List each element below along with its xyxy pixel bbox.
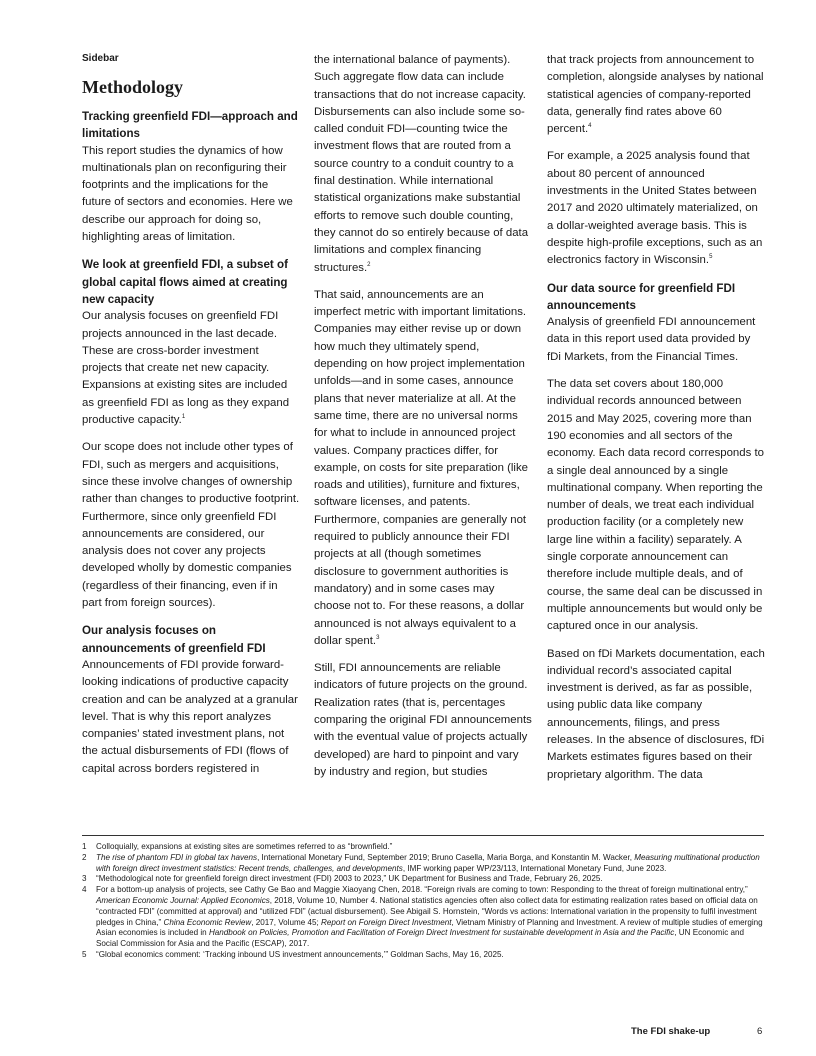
column-1 [82,52,300,778]
footnote [82,853,764,875]
footnote [82,842,764,853]
footnote-text: “Methodological note for greenfield foreign direct investment (FDI) 2003 to 2023,” UK Department for Business and Trade, February 26, 2025. [96,874,603,884]
paragraph: Analysis of greenfield FDI announcement data in this report used data provided by fDi Markets, from the Financial Times. [547,316,756,363]
footnote-number: 1 [82,842,87,851]
page-number: 6 [757,1026,763,1037]
column-3 [547,52,765,784]
paragraph: Announcements of FDI provide forward-looking indications of productive capacity creation and can be analyzed at a granular level. That is why this report analyzes companies’ stated investment plans, not the actual disbursements of FDI (flows of capital across borders registered in [82,658,298,775]
paragraph: the international balance of payments). Such aggregate flow data can include transactions that do not increase capacity. Disbursements can also include some so-called conduit FDI—counting twice the investment flows that are routed from a source country to a conduit country to a final destination. While international statistical organizations make substantial efforts to remove such double counting, they cannot do so entirely because of data limitations and complex financing structures.$^2$ [314,54,529,274]
footnote-text: The rise of phantom FDI in global tax havens, International Monetary Fund, September 2019; Bruno Casella, Maria Borga, and Konstantin M. Wacker, Measuring multinational production with foreign direct investment statistics: Recent trends, challenges, and developments, IMF working paper WP/23/113, International Monetary Fund, June 2023. [96,852,760,873]
footnote [82,950,764,961]
section-heading: Our data source for greenfield FDI announcements [547,281,736,312]
footnote [82,874,764,885]
footnotes [82,842,764,961]
paragraph: For example, a 2025 analysis found that about 80 percent of announced investments in the United States between 2017 and 2020 ultimately materialized, on a dollar-weighted average basis. This is despite high-profile exceptions, such as an electronics factory in Wisconsin.$^5$ [547,150,763,267]
section-heading: Tracking greenfield FDI—approach and limitations [82,110,298,141]
paragraph: This report studies the dynamics of how multinationals plan on reconfiguring their footprints and the implications for the future of sectors and economies. Here we describe our approach for doing so, highlighting areas of limitation. [82,144,293,244]
section-heading: We look at greenfield FDI, a subset of global capital flows aimed at creating new capacity [82,258,288,306]
paragraph: Based on fDi Markets documentation, each individual record’s associated capital investment is derived, as far as possible, using public data like company announcements, filings, and press releases. In the absence of disclosures, fDi Markets estimates figures based on their proprietary algorithm. The data [547,647,765,781]
paragraph: that track projects from announcement to completion, alongside analyses by national statistical agencies of company-reported data, generally find rates above 60 percent.$^4$ [547,54,764,136]
footer-report-title: The FDI shake-up [631,1026,711,1037]
footnote [82,885,764,950]
footnote-number: 3 [82,874,87,884]
footnote-divider [82,835,764,836]
footnote-text: “Global economics comment: ‘Tracking inbound US investment announcements,’” Goldman Sachs, May 16, 2025. [96,949,504,959]
footnote-number: 4 [82,885,87,895]
page-title: Methodology [82,77,183,97]
footnote-ref[interactable]: 2 [367,261,371,268]
footnote-text: For a bottom-up analysis of projects, see Cathy Ge Bao and Maggie Xiaoyang Chen, 2018. “Foreign rivals are coming to town: Responding to the threat of foreign multinational entry,” American Economic Journal: Applied Economics, 2018, Volume 10, Number 4. National statistics agencies often also collect data for estimating realization rates based on official data on “contracted FDI” (committed at approval) and “utilized FDI” (actual disbursement). See Abigail S. Hornstein, “Words vs actions: International variation in the propensity to fulfil investment pledges in China,” China Economic Review, 2017, Volume 45; Report on Foreign Direct Investment, Vietnam Ministry of Planning and Investment. A review of multiple studies of emerging Asian economies is included in Handbook on Policies, Promotion and Facilitation of Foreign Direct Investment for sustainable development in Asia and the Pacific, UN Economic and Social Commission for Asia and the Pacific (ESCAP), 2017. [96,885,763,949]
footnote-number: 2 [82,852,87,862]
paragraph: The data set covers about 180,000 individual records announced between 2015 and May 2025, covering more than 190 economies and all sectors of the economy. Each data record corresponds to a single deal announced by a single multinational company. When reporting the number of deals, we treat each individual production facility (or a completely new large line within a facility) separately. A single corporate announcement can therefore include multiple deals, and of course, the same deal can be discussed in multiple announcements but would only be captured once in our analysis. [547,378,764,633]
footnote-text: Colloquially, expansions at existing sites are sometimes referred to as “brownfield.” [96,842,393,851]
footnote-ref[interactable]: 5 [709,254,713,261]
sidebar-label: Sidebar [82,53,119,64]
section-heading: Our analysis focuses on announcements of greenfield FDI [82,624,266,655]
paragraph: Our scope does not include other types of FDI, such as mergers and acquisitions, since these involve changes of ownership rather than changes to productive footprint. Furthermore, since only greenfield FDI announcements are considered, our analysis does not cover any projects developed wholly by domestic companies (regardless of their financing, even if in part from foreign sources). [82,441,300,610]
footnote-ref[interactable]: 4 [588,123,592,130]
paragraph: Our analysis focuses on greenfield FDI projects announced in the last decade. These are cross-border investment projects that create net new capacity. Expansions at existing sites are included as greenfield FDI as long as they expand productive capacity.$^1$ [82,310,290,427]
paragraph: That said, announcements are an imperfect metric with important limitations. Companies may either revise up or down how much they ultimately spend, depending on how project implementation unfolds—and in some cases, announce plans that never materialize at all. At the same time, there are no universal norms for what to include in announced project values. Company practices differ, for example, on costs for site preparation (like roads and utilities), furniture and fixtures, software licenses, and patents. Furthermore, companies are generally not required to publicly announce their FDI projects at all (though sometimes disclosure to government authorities is mandatory) and in some cases may choose not to. For these reasons, a dollar announced is not always equivalent to a dollar spent.$^3$ [314,288,528,647]
paragraph: Still, FDI announcements are reliable indicators of future projects on the ground. Realization rates (that is, percentages comparing the original FDI announcements with the eventual value of projects actually developed) are hard to pinpoint and vary by industry and region, but studies [314,662,532,778]
footnote-ref[interactable]: 3 [376,635,380,641]
footnote-ref[interactable]: 1 [181,414,186,421]
column-2 [314,52,532,781]
footnote-number: 5 [82,949,87,959]
